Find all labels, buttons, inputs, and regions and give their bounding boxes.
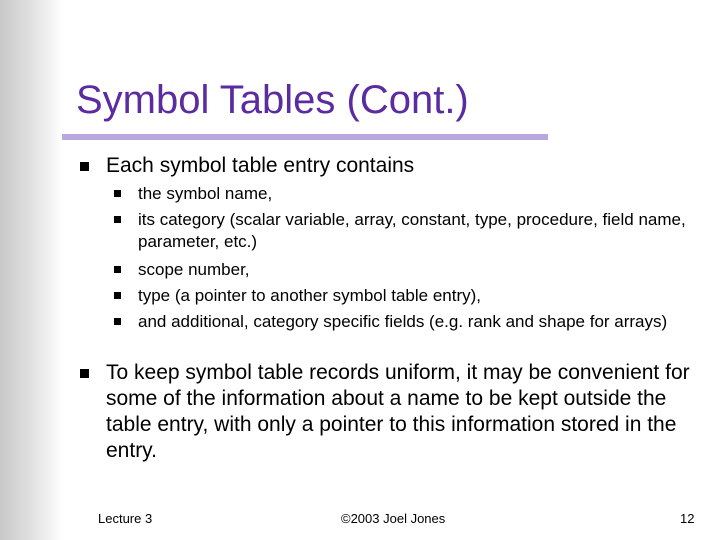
- sub-bullet-5: and additional, category specific fields (e.g. rank and shape for arrays): [138, 312, 668, 331]
- sub-bullet-square-icon: [114, 318, 121, 325]
- sub-bullet-square-icon: [114, 190, 121, 197]
- bullet-main-2: To keep symbol table records uniform, it may be convenient for some of the information about a name to be kept outside the table entry, with only a pointer to this information stored in the entry.: [106, 361, 690, 462]
- footer-lecture: Lecture 3: [98, 511, 153, 526]
- footer-copyright: ©2003 Joel Jones: [341, 511, 446, 526]
- bullet-square-icon: [80, 369, 89, 378]
- bullet-square-icon: [80, 162, 89, 171]
- sub-bullet-4: type (a pointer to another symbol table entry),: [138, 286, 482, 305]
- slide-title: Symbol Tables (Cont.): [76, 78, 469, 122]
- sub-bullet-1: the symbol name,: [138, 184, 273, 203]
- sub-bullet-square-icon: [114, 266, 121, 273]
- footer-page-number: 12: [680, 511, 695, 526]
- sub-bullet-square-icon: [114, 292, 121, 299]
- sub-bullet-square-icon: [114, 216, 121, 223]
- sub-bullet-3: scope number,: [138, 260, 250, 279]
- bullet-main-1: Each symbol table entry contains: [106, 154, 415, 177]
- sub-bullet-2: its category (scalar variable, array, constant, type, procedure, field name, parameter, etc.): [138, 210, 686, 251]
